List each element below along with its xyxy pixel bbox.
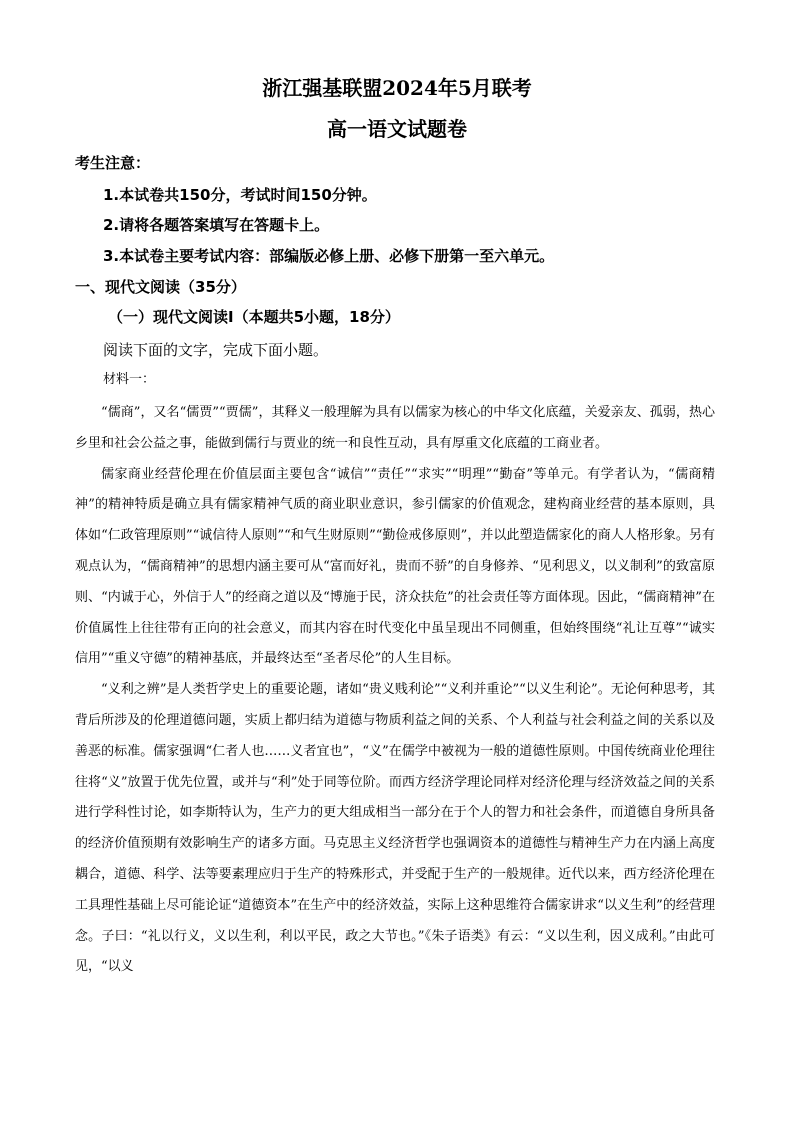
section-heading: 一、现代文阅读（35分） [75, 278, 246, 296]
notice-item-2: 2.请将各题答案填写在答题卡上。 [103, 216, 330, 234]
notice-heading: 考生注意： [75, 154, 151, 172]
paragraph: 儒家商业经营伦理在价值层面主要包含“诚信”“责任”“求实”“明理”“勤奋”等单元。有学者认为，“儒商精神”的精神特质是确立具有儒家精神气质的商业职业意识，参引儒家的价值观念，建构商业经营的基本原则，具体如“仁政管理原则”“诚信待人原则”“和气生财原则”“勤俭戒侈原则”，并以此塑造儒家化的商人人格形象。另有观点认为，“儒商精神”的思想内涵主要可从“富而好礼，贵而不骄”的自身修养、“见利思义，以义制利”的致富原则、“内诚于心，外信于人”的经商之道以及“博施于民，济众扶危”的社会责任等方面体现。因此，“儒商精神”在价值属性上往往带有正向的社会意义，而其内容在时代变化中虽呈现出不同侧重，但始终围绕“礼让互尊”“诚实信用”“重义守德”的精神基底，并最终达至“圣者尽伦”的人生目标。 [75, 466, 715, 667]
reading-instruction: 阅读下面的文字，完成下面小题。 [103, 341, 329, 359]
exam-subtitle: 高一语文试题卷 [327, 117, 467, 141]
paragraph: “义利之辨”是人类哲学史上的重要论题，诸如“贵义贱利论”“义利并重论”“以义生利论”。无论何种思考，其背后所涉及的伦理道德问题，实质上都归结为道德与物质利益之间的关系、个人利益与社会利益之间的关系以及善恶的标准。儒家强调“仁者人也……义者宜也”，“义”在儒学中被视为一般的道德性原则。中国传统商业伦理往往将“义”放置于优先位置，或并与“利”处于同等位阶。而西方经济学理论同样对经济伦理与经济效益之间的关系进行学科性讨论，如李斯特认为，生产力的更大组成相当一部分在于个人的智力和社会条件，而道德自身所具备的经济价值预期有效影响生产的诸多方面。马克思主义经济哲学也强调资本的道德性与精神生产力在内涵上高度耦合，道德、科学、法等要素理应归于生产的特殊形式，并受配于生产的一般规律。近代以来，西方经济伦理在工具理性基础上尽可能论证“道德资本”在生产中的经济效益，实际上这种思维符合儒家讲求“以义生利”的经营理念。子曰：“礼以行义，义以生利，利以平民，政之大节也。”《朱子语类》有云：“义以生利，因义成利。”由此可见，“以义 [75, 682, 715, 975]
material-body [75, 398, 715, 983]
exam-title: 浙江强基联盟2024年5月联考 [262, 76, 532, 100]
notice-item-3: 3.本试卷主要考试内容：部编版必修上册、必修下册第一至六单元。 [103, 247, 555, 265]
paragraph: “儒商”，又名“儒贾”“贾儒”，其释义一般理解为具有以儒家为核心的中华文化底蕴，关爱亲友、孤弱，热心乡里和社会公益之事，能做到儒行与贾业的统一和良性互动，具有厚重文化底蕴的工商业者。 [75, 405, 715, 451]
section-subheading: （一）现代文阅读Ⅰ（本题共5小题，18分） [108, 308, 400, 326]
material-label: 材料一： [103, 372, 156, 387]
notice-item-1: 1.本试卷共150分，考试时间150分钟。 [103, 186, 377, 204]
